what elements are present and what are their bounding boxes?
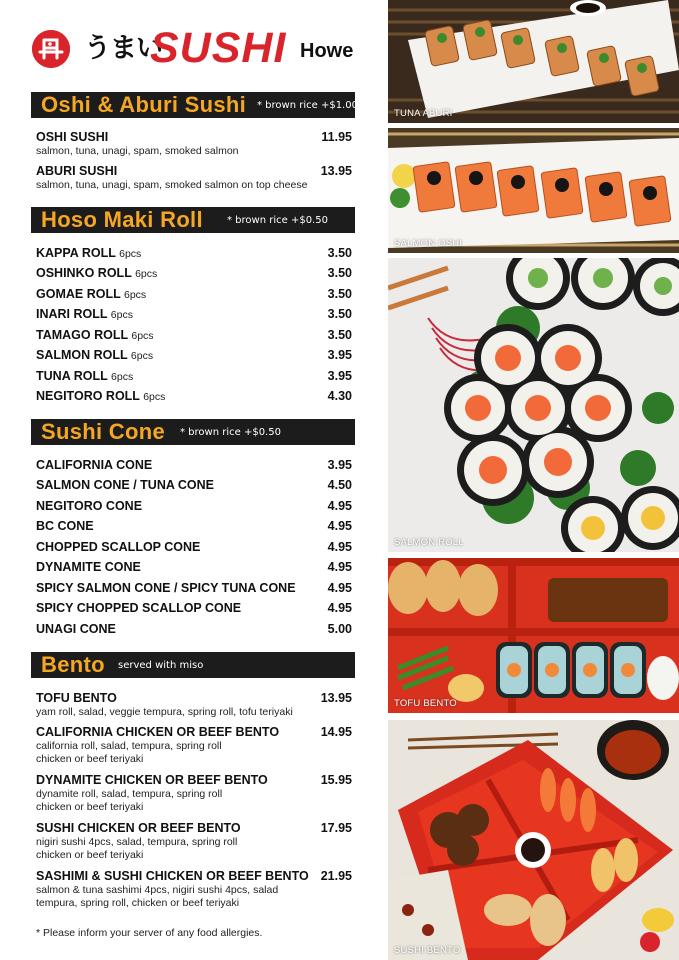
item-name: OSHI SUSHI (36, 130, 109, 144)
item-name: OSHINKO ROLL (36, 266, 132, 280)
menu-item-bc-cone (36, 519, 352, 534)
menu-item-chopped-scallop-cone (36, 540, 352, 555)
item-size: 6pcs (135, 268, 158, 280)
item-price: 21.95 (320, 869, 352, 883)
item-price: 3.50 (327, 287, 352, 301)
photo-label: SUSHI BENTO (394, 945, 461, 956)
section-header-sushi-cone (31, 419, 355, 445)
section-header-bento (31, 652, 355, 678)
item-price: 4.95 (327, 540, 352, 554)
photo-tuna-aburi (388, 0, 679, 123)
item-price: 4.95 (327, 499, 352, 513)
menu-item-kappa-roll (36, 246, 352, 262)
section-note: served with miso (118, 660, 204, 671)
item-description: chicken or beef teriyaki (36, 801, 144, 813)
menu-item-gomae-roll (36, 287, 352, 303)
item-price: 4.95 (327, 581, 352, 595)
item-price: 3.95 (327, 348, 352, 362)
item-description: dynamite roll, salad, tempura, spring roll (36, 788, 223, 800)
item-name: TOFU BENTO (36, 691, 117, 705)
item-name: BC CONE (36, 519, 94, 533)
menu-item-sashimi-sushi-bento (36, 869, 352, 910)
logo-japanese-text: うまい (84, 33, 162, 64)
item-price: 3.50 (327, 246, 352, 260)
menu-item-dynamite-bento (36, 773, 352, 814)
item-description: salmon, tuna, unagi, spam, smoked salmon on top cheese (36, 179, 308, 191)
menu-item-spicy-salmon-tuna-cone (36, 581, 352, 596)
item-name: INARI ROLL (36, 307, 108, 321)
item-price: 4.50 (327, 478, 352, 492)
menu-item-tamago-roll (36, 328, 352, 344)
menu-item-negitoro-cone (36, 499, 352, 514)
menu-item-tofu-bento (36, 691, 352, 719)
item-size: 6pcs (119, 248, 142, 260)
item-description: tempura, spring roll, chicken or beef teriyaki (36, 897, 240, 909)
item-name: SALMON CONE / TUNA CONE (36, 478, 215, 492)
item-price: 4.95 (327, 560, 352, 574)
item-price: 4.30 (327, 389, 352, 403)
item-name: CALIFORNIA CHICKEN OR BEEF BENTO (36, 725, 280, 739)
item-name: NEGITORO CONE (36, 499, 143, 513)
item-price: 3.95 (327, 458, 352, 472)
item-size: 6pcs (110, 309, 133, 321)
photo-salmon-roll (388, 258, 679, 552)
item-price: 11.95 (321, 130, 352, 144)
photo-sushi-bento (388, 720, 679, 960)
menu-item-inari-roll (36, 307, 352, 323)
item-price: 4.95 (327, 601, 352, 615)
item-description: salmon & tuna sashimi 4pcs, nigiri sushi 4pcs, salad (36, 884, 279, 896)
sushi-howe-logo (32, 26, 362, 74)
tofu-bento-image (388, 558, 679, 713)
item-name: SPICY SALMON CONE / SPICY TUNA CONE (36, 581, 296, 595)
section-note: * brown rice +$0.50 (227, 215, 328, 226)
section-title: Hoso Maki Roll (41, 207, 203, 232)
item-name: UNAGI CONE (36, 622, 116, 636)
menu-item-oshinko-roll (36, 266, 352, 282)
item-size: 6pcs (123, 289, 147, 301)
photo-salmon-oshi (388, 128, 679, 253)
menu-item-negitoro-roll (36, 389, 352, 405)
item-price: 17.95 (320, 821, 352, 835)
section-note: * brown rice +$0.50 (180, 427, 281, 438)
item-name: TAMAGO ROLL (36, 328, 128, 342)
item-description: yam roll, salad, veggie tempura, spring roll, tofu teriyaki (36, 706, 293, 718)
item-name: SASHIMI & SUSHI CHICKEN OR BEEF BENTO (36, 869, 309, 883)
menu-item-salmon-roll (36, 348, 352, 364)
menu-item-spicy-chopped-scallop-cone (36, 601, 352, 616)
item-name: ABURI SUSHI (36, 164, 118, 178)
menu-item-salmon-tuna-cone (36, 478, 352, 493)
item-size: 6pcs (130, 350, 154, 362)
section-title: Oshi & Aburi Sushi (41, 92, 247, 117)
sushi-bento-image (388, 720, 679, 960)
salmon-roll-image (388, 258, 679, 552)
item-description: chicken or beef teriyaki (36, 849, 144, 861)
item-price: 3.50 (327, 307, 352, 321)
section-title: Sushi Cone (41, 419, 166, 444)
item-description: salmon, tuna, unagi, spam, smoked salmon (36, 145, 239, 157)
menu-item-oshi-sushi (36, 130, 352, 158)
photo-label: SALMON OSHI (394, 238, 463, 249)
menu-item-california-cone (36, 458, 352, 473)
section-header-hoso-maki (31, 207, 355, 233)
item-name: SPICY CHOPPED SCALLOP CONE (36, 601, 242, 615)
item-name: SALMON ROLL (36, 348, 128, 362)
item-name: CALIFORNIA CONE (36, 458, 153, 472)
photo-tofu-bento (388, 558, 679, 713)
logo-seal-icon (32, 30, 70, 68)
section-note: * brown rice +$1.00 (257, 100, 358, 111)
logo-location: Howe (300, 40, 354, 62)
item-name: KAPPA ROLL (36, 246, 116, 260)
item-price: 5.00 (327, 622, 352, 636)
item-name: GOMAE ROLL (36, 287, 121, 301)
item-description: california roll, salad, tempura, spring roll (36, 740, 222, 752)
logo-brand-name: SUSHI (150, 24, 287, 72)
item-size: 6pcs (131, 330, 154, 342)
item-description: chicken or beef teriyaki (36, 753, 144, 765)
item-name: NEGITORO ROLL (36, 389, 140, 403)
item-name: DYNAMITE CONE (36, 560, 141, 574)
section-header-oshi (31, 92, 358, 118)
item-price: 4.95 (327, 519, 352, 533)
item-price: 3.95 (327, 369, 352, 383)
menu-item-sushi-bento (36, 821, 352, 862)
item-name: TUNA ROLL (36, 369, 108, 383)
menu-item-dynamite-cone (36, 560, 352, 575)
photo-label: TOFU BENTO (394, 698, 457, 709)
allergy-footnote: * Please inform your server of any food allergies. (36, 927, 263, 939)
item-size: 6pcs (111, 371, 134, 383)
item-name: SUSHI CHICKEN OR BEEF BENTO (36, 821, 241, 835)
section-title: Bento (41, 652, 105, 677)
menu-item-unagi-cone (36, 622, 352, 637)
item-size: 6pcs (143, 391, 166, 403)
salmon-oshi-image (388, 128, 679, 253)
photo-label: SALMON ROLL (394, 537, 464, 548)
item-name: CHOPPED SCALLOP CONE (36, 540, 201, 554)
item-description: nigiri sushi 4pcs, salad, tempura, spring roll (36, 836, 238, 848)
item-price: 3.50 (327, 328, 352, 342)
item-price: 14.95 (320, 725, 352, 739)
menu-item-california-bento (36, 725, 352, 766)
photo-label: TUNA ABURI (394, 108, 453, 119)
menu-item-aburi-sushi (36, 164, 352, 192)
item-price: 13.95 (320, 691, 352, 705)
item-name: DYNAMITE CHICKEN OR BEEF BENTO (36, 773, 268, 787)
item-price: 3.50 (327, 266, 352, 280)
tuna-aburi-image (388, 0, 679, 123)
item-price: 13.95 (320, 164, 352, 178)
item-price: 15.95 (320, 773, 352, 787)
menu-item-tuna-roll (36, 369, 352, 385)
